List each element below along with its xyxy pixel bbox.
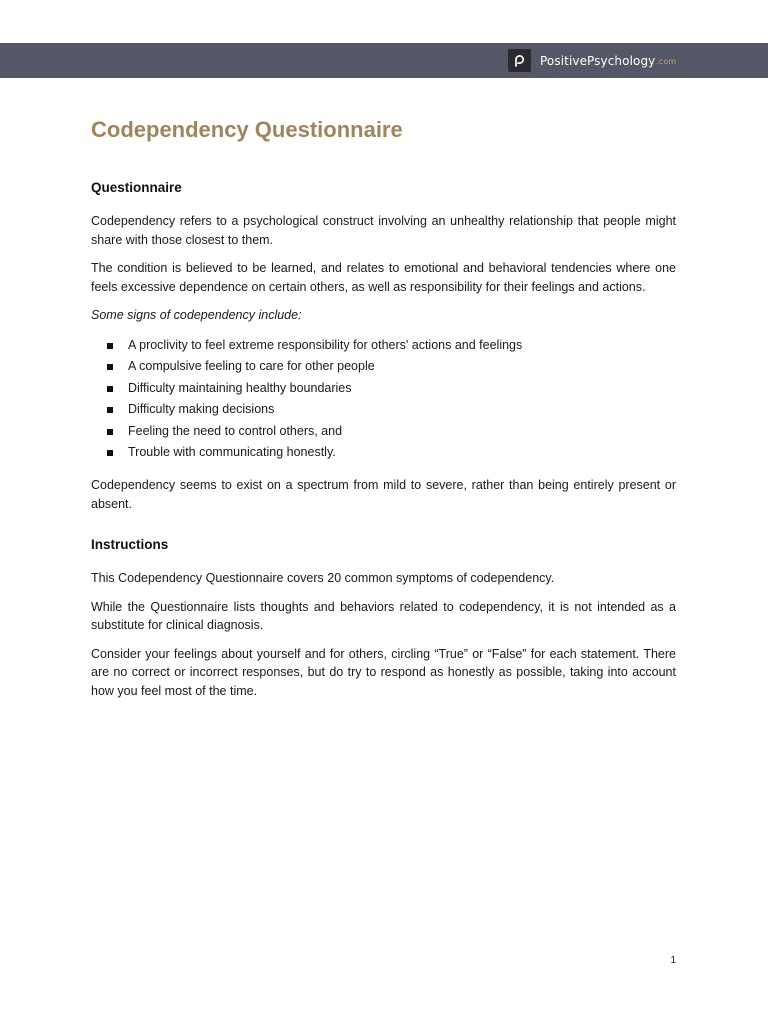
list-item-text: A compulsive feeling to care for other people: [128, 359, 375, 374]
list-item-text: A proclivity to feel extreme responsibility for others' actions and feelings: [128, 337, 523, 352]
closing-paragraph: Codependency seems to exist on a spectrum from mild to severe, rather than being entirely present or absent.: [91, 478, 676, 511]
list-item: [91, 378, 676, 400]
square-bullet-icon: [107, 450, 113, 456]
page-title: Codependency Questionnaire: [91, 117, 403, 142]
list-item-text: Difficulty making decisions: [128, 402, 275, 417]
header-bar: [0, 43, 768, 78]
square-bullet-icon: [107, 429, 113, 435]
p-logo-icon: [508, 49, 531, 72]
brand-name: PositivePsychology: [540, 53, 656, 68]
list-item: [91, 442, 676, 464]
paragraph: The condition is believed to be learned, and relates to emotional and behavioral tendencies where one feels excessive dependence on certain others, as well as responsibility for their feelings and actions.: [91, 261, 676, 294]
square-bullet-icon: [107, 364, 113, 370]
square-bullet-icon: [107, 407, 113, 413]
section-heading-questionnaire: Questionnaire: [91, 180, 182, 195]
page-number: 1: [670, 955, 676, 966]
paragraph: While the Questionnaire lists thoughts and behaviors related to codependency, it is not intended as a substitute for clinical diagnosis.: [91, 599, 676, 633]
list-item: [91, 399, 676, 421]
paragraph: Codependency refers to a psychological construct involving an unhealthy relationship that people might share with those closest to them.: [91, 214, 676, 247]
list-item: [91, 335, 676, 357]
brand-logo-link[interactable]: [508, 49, 676, 72]
paragraph: Consider your feelings about yourself and for others, circling “True” or “False” for each statement. There are no correct or incorrect responses, but do try to respond as honestly as possible, taking into account how you feel most of the time.: [91, 646, 676, 698]
document-body: [91, 112, 676, 710]
signs-list: [91, 335, 676, 465]
list-item-text: Difficulty maintaining healthy boundaries: [128, 380, 352, 395]
square-bullet-icon: [107, 386, 113, 392]
section-spacer: [91, 523, 676, 536]
list-item: [91, 356, 676, 378]
brand-domain: .com: [656, 57, 677, 66]
list-item-text: Feeling the need to control others, and: [128, 423, 343, 438]
square-bullet-icon: [107, 343, 113, 349]
list-intro: Some signs of codependency include:: [91, 308, 302, 322]
list-item-text: Trouble with communicating honestly.: [128, 445, 336, 460]
section-heading-instructions: Instructions: [91, 537, 169, 553]
paragraph: This Codependency Questionnaire covers 20 common symptoms of codependency.: [91, 571, 555, 586]
list-item: [91, 421, 676, 443]
